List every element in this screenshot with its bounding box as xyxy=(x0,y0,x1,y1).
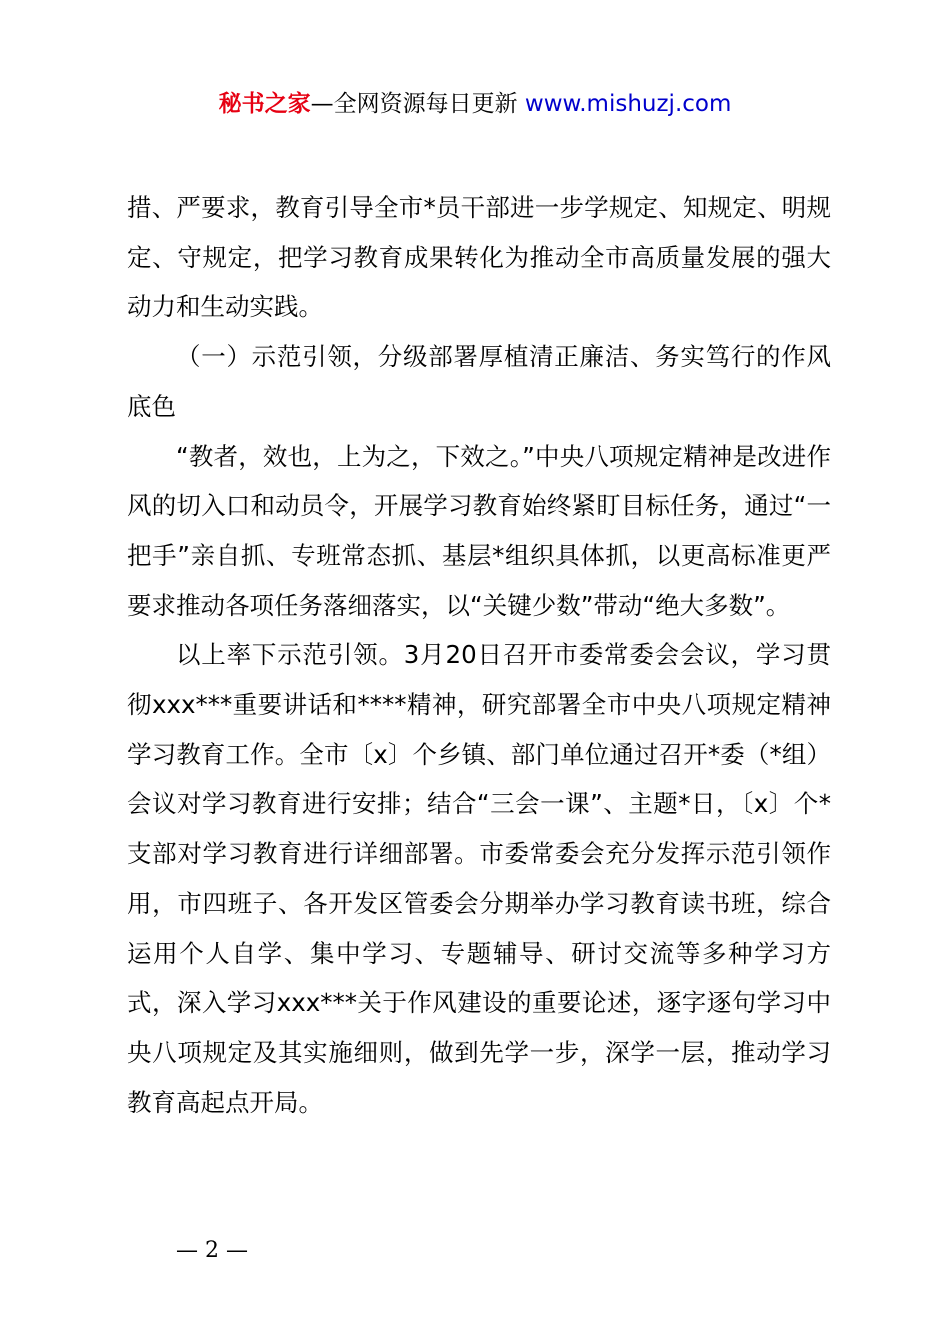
site-header xyxy=(0,88,950,120)
paragraph-example: 以上率下示范引领。3月20日召开市委常委会会议，学习贯彻xxx***重要讲话和****精神，研究部署全市中央八项规定精神学习教育工作。全市〔x〕个乡镇、部门单位通过召开*委（*组）会议对学习教育进行安排；结合“三会一课”、主题*日，〔x〕个*支部对学习教育进行详细部署。市委常委会充分发挥示范引领作用，市四班子、各开发区管委会分期举办学习教育读书班，综合运用个人自学、集中学习、专题辅导、研讨交流等多种学习方式，深入学习xxx***关于作风建设的重要论述，逐字逐句学习中央八项规定及其实施细则，做到先学一步，深学一层，推动学习教育高起点开局。 xyxy=(127,640,831,1117)
site-url-link[interactable]: www.mishuzj.com xyxy=(524,91,732,117)
paragraph-quote: “教者，效也，上为之，下效之。”中央八项规定精神是改进作风的切入口和动员令，开展学习教育始终紧盯目标任务，通过“一把手”亲自抓、专班常态抓、基层*组织具体抓，以更高标准更严要求推动各项任务落细落实，以“关键少数”带动“绝大多数”。 xyxy=(127,441,831,620)
section-heading: （一）示范引领，分级部署厚植清正廉洁、务实笃行的作风底色 xyxy=(127,342,831,421)
site-slogan: —全网资源每日更新 xyxy=(310,91,518,117)
document-body xyxy=(127,183,831,1127)
page-number: — 2 — xyxy=(176,1238,248,1263)
paragraph-continuation: 措、严要求，教育引导全市*员干部进一步学规定、知规定、明规定、守规定，把学习教育成果转化为推动全市高质量发展的强大动力和生动实践。 xyxy=(127,193,831,322)
brand-name: 秘书之家 xyxy=(218,91,311,117)
